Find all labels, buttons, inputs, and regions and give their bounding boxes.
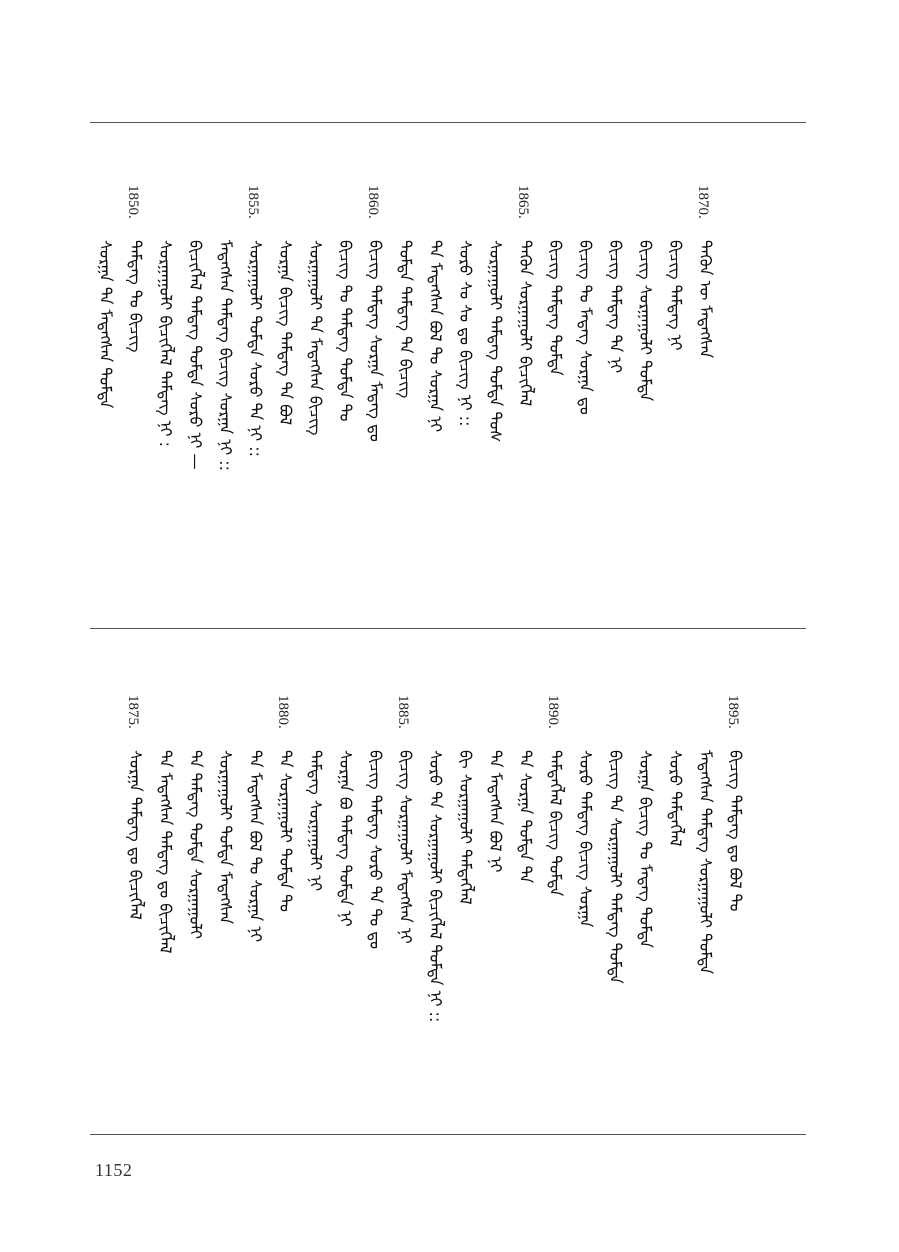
year-label: 1865. — [515, 185, 531, 219]
text-column: ᠰᠤᠷᠤ ᠲᠡᠮᠳᠡᠭᠯᠡᠯ — [666, 750, 685, 847]
text-column: ᠪᠢ ᠰᠤᠷᠭᠠᠭᠤᠯᠢ ᠲᠡᠮᠳᠡᠭᠯᠡᠯ — [456, 750, 475, 905]
year-label: 1890. — [545, 695, 561, 729]
text-column: ᠪᠢᠴᠢᠭ ᠲᠡᠮᠳᠡᠭ ᠳᠤ ᠪᠣᠯ ᠲᠤ — [726, 750, 745, 912]
text-column: ᠪᠢᠴᠢᠭ ᠰᠤᠷᠭᠠᠭᠤᠯᠢ ᠮᠡᠳᠡᠭᠰᠡᠨ ᠨᠢ — [396, 750, 415, 944]
text-column: ᠲᠡ ᠮᠡᠳᠡᠭᠰᠡᠨ ᠪᠣᠯ ᠨᠢ — [486, 750, 505, 873]
text-column: ᠪᠢᠴᠢᠭ ᠰᠤᠷᠭᠠᠭᠤᠯᠢ ᠳᠤᠮᠳᠠ — [636, 240, 655, 402]
text-column: ᠲᠡ ᠰᠤᠷᠭᠠᠭᠤᠯᠢ ᠳᠤᠮᠳᠠ ᠲᠤ — [276, 750, 295, 912]
text-column: ᠲᠡᠮᠳᠡᠭ ᠰᠤᠷᠭᠠᠭᠤᠯᠢ ᠨᠢ — [306, 750, 325, 892]
year-label: 1885. — [395, 695, 411, 729]
text-column: ᠪᠢᠴᠢᠭ ᠲᠡᠮᠳᠡᠭ ᠳᠤᠮᠳᠠ — [546, 240, 565, 376]
text-column: ᠪᠢᠴᠢᠭᠯᠡᠯ ᠲᠡᠮᠳᠡᠭ ᠳᠤᠮᠳᠠ ᠰᠤᠷᠤ ᠨᠢ — — [186, 240, 205, 470]
text-column: ᠮᠡᠳᠡᠭᠰᠡᠨ ᠲᠡᠮᠳᠡᠭ ᠪᠢᠴᠢᠭ ᠰᠤᠷᠭᠠ ᠨᠢ :: — [216, 240, 235, 472]
text-column: ᠰᠤᠷᠭᠠᠭᠤᠯᠢ ᠪᠢᠴᠢᠭᠯᠡᠯ ᠲᠡᠮᠳᠡᠭ ᠨᠢ : — [156, 240, 175, 448]
text-column: ᠰᠤᠷᠭᠠ ᠪᠣ ᠲᠡᠮᠳᠡᠭ ᠳᠤᠮᠳᠠ ᠨᠢ — [336, 750, 355, 927]
text-column: ᠰᠤᠷᠭᠠ ᠲᠡ ᠮᠡᠳᠡᠭᠰᠡᠨ ᠳᠤᠮᠳᠠ — [96, 240, 115, 409]
year-label: 1855. — [245, 185, 261, 219]
text-column: ᠰᠤᠷᠭᠠ ᠪᠢᠴᠢᠭ ᠲᠤ ᠮᠡᠳᠡᠭ ᠳᠤᠮᠳᠠ — [636, 750, 655, 949]
text-column: ᠪᠢᠴᠢᠭ ᠲᠡᠮᠳᠡᠭ ᠰᠤᠷᠤ ᠲᠡ ᠲᠤ ᠳᠤ — [366, 750, 385, 949]
text-column: ᠲᠡ ᠮᠡᠳᠡᠭᠰᠡᠨ ᠲᠡᠮᠳᠡᠭ ᠳᠤ ᠪᠢᠴᠢᠭᠯᠡᠯ — [156, 750, 175, 954]
text-column: ᠪᠢᠴᠢᠭ ᠲᠤ ᠮᠡᠳᠡᠭ ᠰᠤᠷᠭᠠ ᠳᠤ — [576, 240, 595, 415]
text-column: ᠳᠤᠮᠳᠠ ᠲᠡᠮᠳᠡᠭ ᠲᠡ ᠪᠢᠴᠢᠭ — [396, 240, 415, 399]
text-column: ᠰᠤᠷᠤ ᠲᠡ ᠰᠤᠷᠭᠠᠭᠤᠯᠢ ᠪᠢᠴᠢᠭᠯᠡᠯ ᠳᠤᠮᠳᠠ ᠨᠢ :: — [426, 750, 445, 1023]
text-column: ᠲᠡ ᠮᠡᠳᠡᠭᠰᠡᠨ ᠪᠣᠯ ᠲᠤ ᠰᠤᠷᠭᠠ ᠨᠢ — [426, 240, 445, 433]
text-column: ᠰᠤᠷᠭᠠᠭᠤᠯᠢ ᠳᠤᠮᠳᠠ ᠰᠤᠷᠤ ᠲᠡ ᠨᠢ :: — [246, 240, 265, 457]
text-column: ᠮᠡᠳᠡᠭᠰᠡᠨ ᠲᠡᠮᠳᠡᠭ ᠰᠤᠷᠭᠠᠭᠤᠯᠢ ᠳᠤᠮᠳᠠ — [696, 750, 715, 975]
text-column: ᠰᠤᠷᠤ ᠰᠤ ᠰᠤ ᠳᠤ ᠪᠢᠴᠢᠭ ᠨᠢ :: — [456, 240, 475, 427]
text-column: ᠲᠡᠮᠳᠡᠭ ᠲᠤ ᠪᠢᠴᠢᠭ — [126, 240, 145, 353]
text-column: ᠰᠤᠷᠭᠠᠭᠤᠯᠢ ᠲᠡ ᠮᠡᠳᠡᠭᠰᠡᠨ ᠪᠢᠴᠢᠭ — [306, 240, 325, 436]
text-column: ᠲᠡᠭᠦᠨ ᠦ ᠮᠡᠳᠡᠭᠰᠡᠨ — [696, 240, 715, 359]
text-column: ᠲᠡ ᠲᠡᠮᠳᠡᠭ ᠳᠤᠮᠳᠠ ᠰᠤᠷᠭᠠᠭᠤᠯᠢ — [186, 750, 205, 940]
text-column: ᠰᠤᠷᠭᠠᠭᠤᠯᠢ ᠳᠤᠮᠳᠠ ᠮᠡᠳᠡᠭᠰᠡᠨ — [216, 750, 235, 925]
text-column: ᠲᠡᠮᠳᠡᠭᠯᠡᠯ ᠪᠢᠴᠢᠭ ᠳᠤᠮᠳᠠ — [546, 750, 565, 897]
text-column: ᠪᠢᠴᠢᠭ ᠲᠤ ᠲᠡᠮᠳᠡᠭ ᠳᠤᠮᠳᠠ ᠲᠤ — [336, 240, 355, 422]
middle-rule — [90, 628, 806, 629]
text-column: ᠲᠡ ᠮᠡᠳᠡᠭᠰᠡᠨ ᠪᠣᠯ ᠲᠤ ᠰᠤᠷᠭᠠ ᠨᠢ — [246, 750, 265, 943]
page-number: 1152 — [95, 1160, 133, 1180]
year-label: 1875. — [125, 695, 141, 729]
text-column: ᠪᠢᠴᠢᠭ ᠲᠡᠮᠳᠡᠭ ᠨᠢ — [666, 240, 685, 351]
year-label: 1870. — [695, 185, 711, 219]
text-column: ᠪᠢᠴᠢᠭ ᠲᠡᠮᠳᠡᠭ ᠰᠤᠷᠭᠠ ᠮᠡᠳᠡᠭ ᠳᠤ — [366, 240, 385, 442]
text-column: ᠲᠡᠭᠦᠨ ᠰᠤᠷᠭᠠᠭᠤᠯᠢ ᠪᠢᠴᠢᠭᠯᠡᠯ — [516, 240, 535, 407]
text-column: ᠰᠤᠷᠭᠠᠭᠤᠯᠢ ᠲᠡᠮᠳᠡᠭ ᠳᠤᠮᠳᠠ ᠲᠤᠰ — [486, 240, 505, 443]
text-column: ᠲᠡ ᠰᠤᠷᠭᠠ ᠳᠤᠮᠳᠠ ᠲᠡ — [516, 750, 535, 884]
text-column: ᠪᠢᠴᠢᠭ ᠲᠡᠮᠳᠡᠭ ᠲᠠ ᠨᠢ — [606, 240, 625, 374]
text-column: ᠪᠢᠴᠢᠭ ᠲᠡ ᠰᠤᠷᠭᠠᠭᠤᠯᠢ ᠲᠡᠮᠳᠡᠭ ᠳᠤᠮᠳᠠ — [606, 750, 625, 984]
text-column: ᠰᠤᠷᠭᠠ ᠪᠢᠴᠢᠭ ᠲᠡᠮᠳᠡᠭ ᠲᠡ ᠪᠣᠯ — [276, 240, 295, 426]
year-label: 1850. — [125, 185, 141, 219]
year-label: 1860. — [365, 185, 381, 219]
text-column: ᠰᠤᠷᠤ ᠲᠡᠮᠳᠡᠭ ᠪᠢᠴᠢᠭ ᠰᠤᠷᠭᠠ — [576, 750, 595, 928]
text-column: ᠰᠤᠷᠭᠠ ᠲᠡᠮᠳᠡᠭ ᠳᠤ ᠪᠢᠴᠢᠭᠯᠡᠯ — [126, 750, 145, 920]
bottom-rule — [90, 1134, 806, 1135]
year-label: 1895. — [725, 695, 741, 729]
top-rule — [90, 122, 806, 123]
year-label: 1880. — [275, 695, 291, 729]
